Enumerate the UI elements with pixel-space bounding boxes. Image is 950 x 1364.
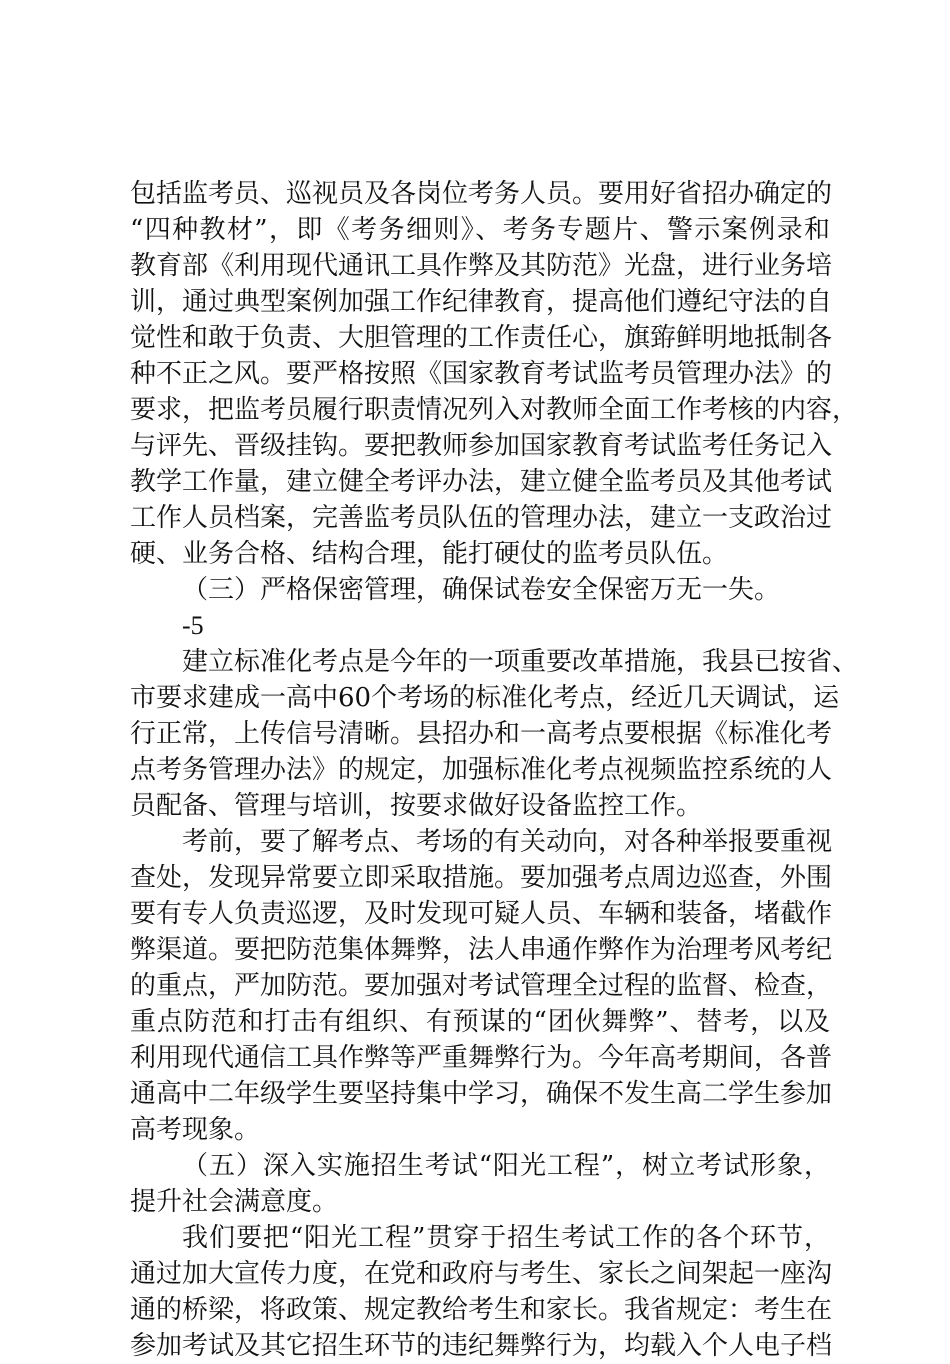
section-heading: （五）深入实施招生考试“阳光工程”，树立考试形象， bbox=[182, 1151, 830, 1181]
text-line: “四种教材”，即《考务细则》、考务专题片、警示案例录和 bbox=[130, 215, 830, 245]
text-line: 硬、业务合格、结构合理，能打硬仗的监考员队伍。 bbox=[130, 539, 729, 569]
text-line: 参加考试及其它招生环节的违纪舞弊行为，均载入个人电子档 bbox=[130, 1331, 833, 1361]
text-line: 弊渠道。要把防范集体舞弊，法人串通作弊作为治理考风考纪 bbox=[130, 935, 833, 965]
text-line: 要求，把监考员履行职责情况列入对教师全面工作考核的内容， bbox=[130, 395, 859, 425]
text-line: 查处，发现异常要立即采取措施。要加强考点周边巡查，外围 bbox=[130, 863, 833, 893]
text-line: 教学工作量，建立健全考评办法，建立健全监考员及其他考试 bbox=[130, 467, 833, 497]
text-line: 利用现代通信工具作弊等严重舞弊行为。今年高考期间，各普 bbox=[130, 1043, 833, 1073]
text-line: 教育部《利用现代通讯工具作弊及其防范》光盘，进行业务培 bbox=[130, 251, 833, 281]
text-line: 点考务管理办法》的规定，加强标准化考点视频监控系统的人 bbox=[130, 755, 833, 785]
text-line: 市要求建成一高中60个考场的标准化考点，经近几天调试，运 bbox=[130, 683, 840, 713]
text-line: 训，通过典型案例加强工作纪律教育，提高他们遵纪守法的自 bbox=[130, 287, 833, 317]
text-line: 工作人员档案，完善监考员队伍的管理办法，建立一支政治过 bbox=[130, 503, 833, 533]
text-line: 员配备、管理与培训，按要求做好设备监控工作。 bbox=[130, 791, 703, 821]
text-line: 觉性和敢于负责、大胆管理的工作责任心，旗臶鲜明地抵制各 bbox=[130, 323, 833, 353]
text-line: 通的桥梁，将政策、规定教给考生和家长。我省规定：考生在 bbox=[130, 1295, 833, 1325]
text-line: 通高中二年级学生要坚持集中学习，确保不发生高二学生参加 bbox=[130, 1079, 833, 1109]
text-line: 与评先、晋级挂钩。要把教师参加国家教育考试监考任务记入 bbox=[130, 431, 833, 461]
text-line: 考前，要了解考点、考场的有关动向，对各种举报要重视 bbox=[182, 827, 833, 857]
page-marker: -5 bbox=[182, 611, 204, 640]
text-line: 行正常，上传信号清晰。县招办和一高考点要根据《标准化考 bbox=[130, 719, 833, 749]
text-line: 高考现象。 bbox=[130, 1115, 261, 1145]
text-line: 通过加大宣传力度，在党和政府与考生、家长之间架起一座沟 bbox=[130, 1259, 833, 1289]
text-line: 包括监考员、巡视员及各岗位考务人员。要用好省招办确定的 bbox=[130, 179, 833, 209]
text-line: 的重点，严加防范。要加强对考试管理全过程的监督、检查， bbox=[130, 971, 833, 1001]
text-line: 种不正之风。要严格按照《国家教育考试监考员管理办法》的 bbox=[130, 359, 833, 389]
text-line: 建立标准化考点是今年的一项重要改革措施，我县已按省、 bbox=[182, 647, 859, 677]
text-line: 重点防范和打击有组织、有预谋的“团伙舞弊”、替考，以及 bbox=[130, 1007, 830, 1037]
section-heading-continued: 提升社会满意度。 bbox=[130, 1187, 339, 1217]
text-line: 要有专人负责巡逻，及时发现可疑人员、车辆和装备，堵截作 bbox=[130, 899, 833, 929]
section-heading: （三）严格保密管理，确保试卷安全保密万无一失。 bbox=[182, 575, 781, 605]
text-line: 我们要把“阳光工程”贯穿于招生考试工作的各个环节， bbox=[182, 1223, 830, 1253]
